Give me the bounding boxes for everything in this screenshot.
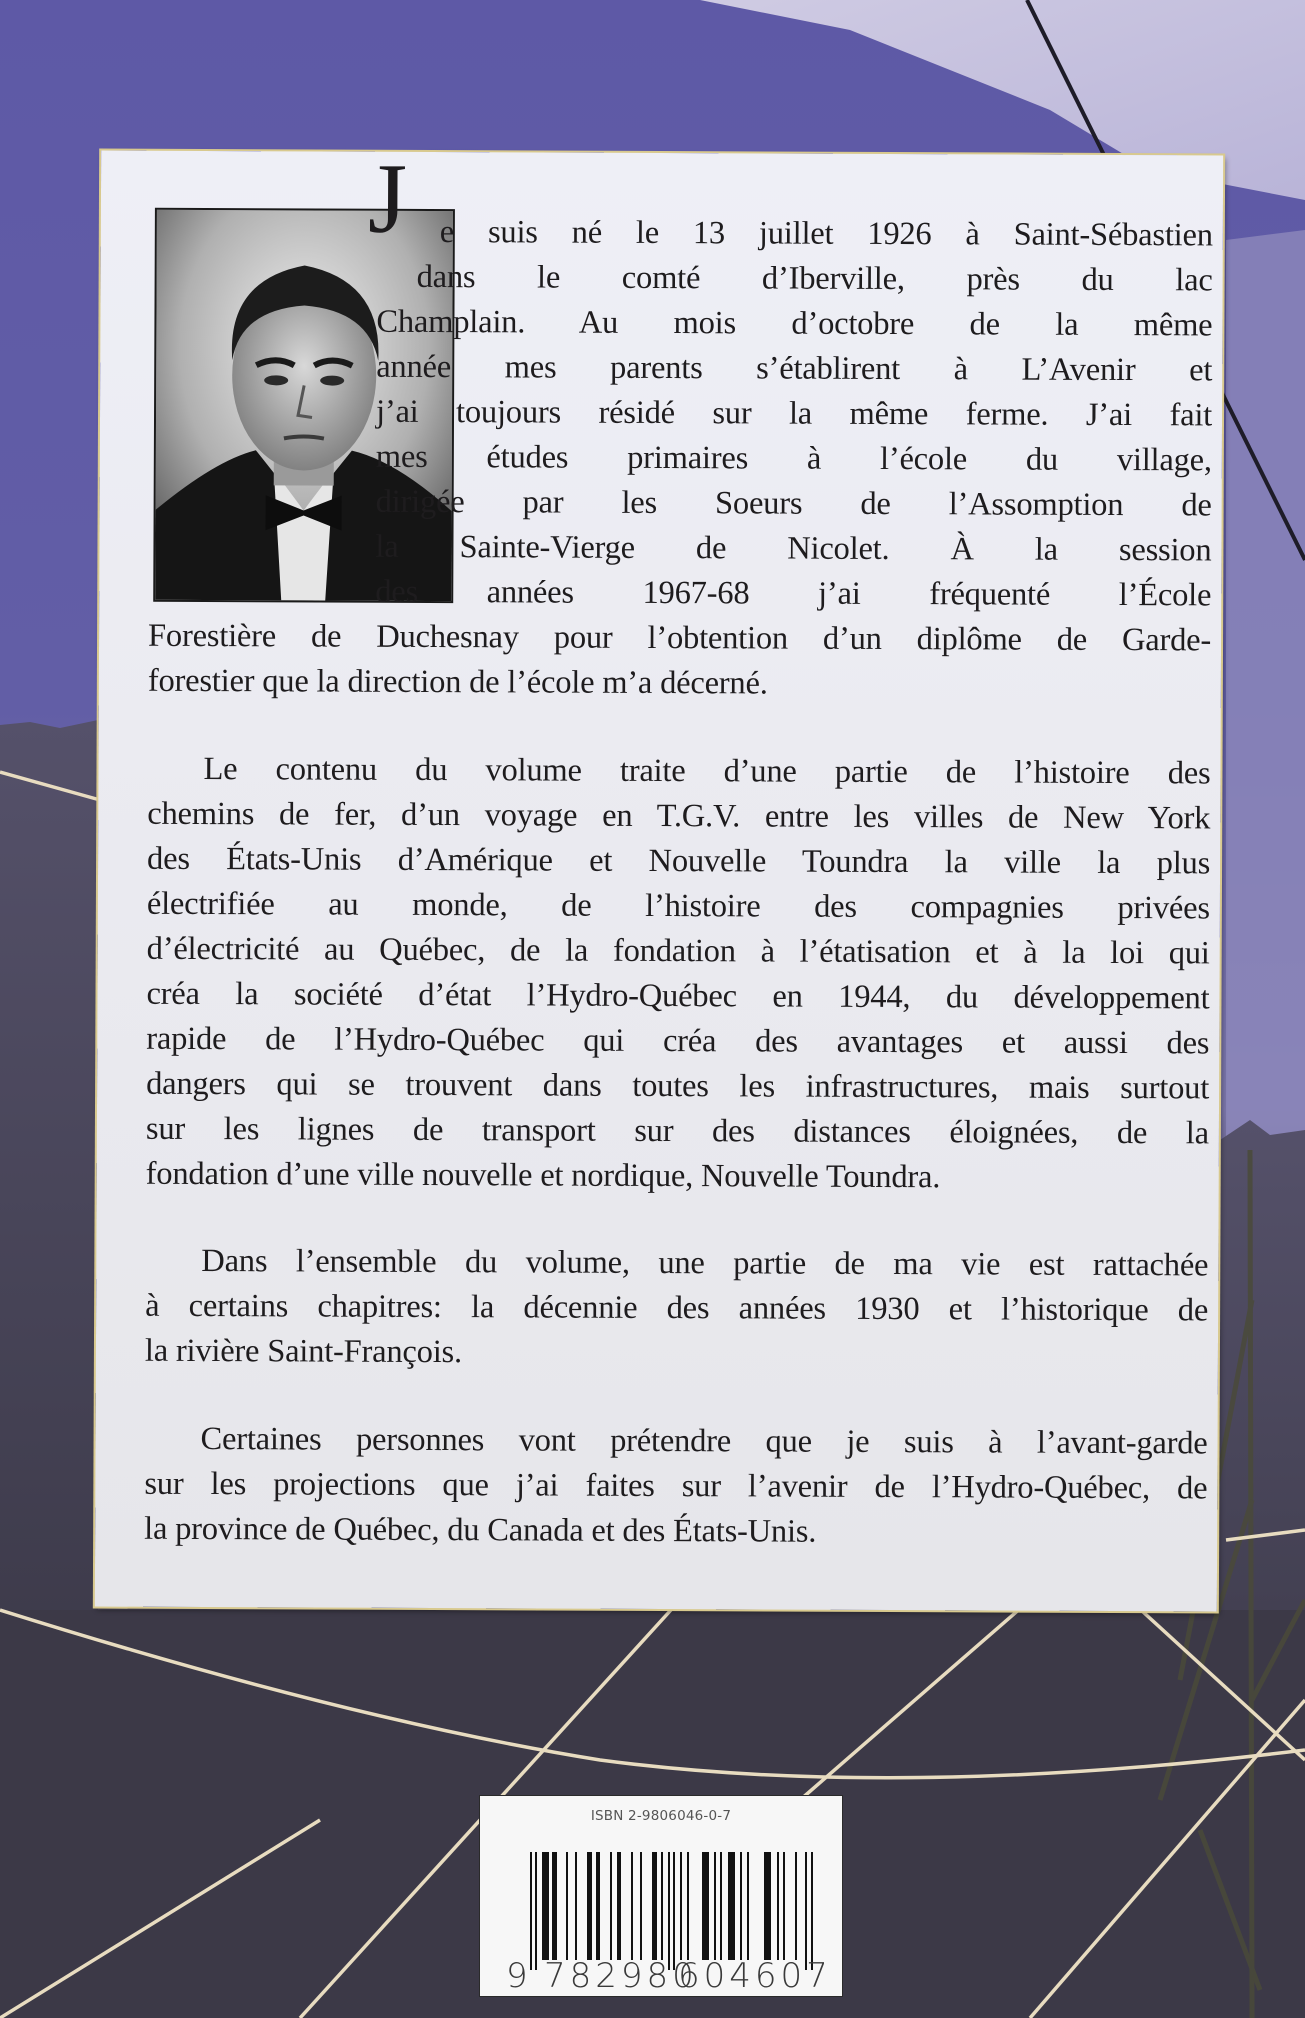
isbn-label: ISBN 2-9806046-0-7 <box>590 1808 732 1824</box>
text-line: Le contenu du volume traite d’une partie de l’histoire des <box>203 751 1211 792</box>
text-line: dans le comté d’Iberville, près du lac <box>416 258 1213 299</box>
text-line: rapide de l’Hydro-Québec qui créa des avantages et aussi des <box>146 1020 1210 1062</box>
ean-digits <box>506 1956 832 1996</box>
text-line: dirigée par les Soeurs de l’Assomption de <box>375 483 1212 524</box>
text-line: forestier que la direction de l’école m’a décerné. <box>147 662 768 702</box>
text-line: sur les projections que j’ai faites sur l’avenir de l’Hydro-Québec, de <box>144 1465 1208 1507</box>
ean-right-group: 604607 <box>678 1956 832 1996</box>
text-line: j’ai toujours résidé sur la même ferme. J’ai fait <box>375 393 1213 434</box>
text-line: d’électricité au Québec, de la fondation à l’étatisation et à la loi qui <box>146 930 1210 972</box>
text-line: des États-Unis d’Amérique et Nouvelle Toundra la ville la plus <box>147 840 1211 882</box>
drop-cap: J <box>367 142 408 254</box>
text-line: la rivière Saint-François. <box>144 1332 463 1371</box>
text-line: année mes parents s’établirent à L’Avenir et <box>376 348 1213 389</box>
text-line: Forestière de Duchesnay pour l’obtention d’un diplôme de Garde- <box>147 617 1212 659</box>
author-bio-panel <box>95 142 1223 1612</box>
barcode-bars <box>530 1852 820 1970</box>
text-line: créa la société d’état l’Hydro-Québec en 1944, du développement <box>146 975 1210 1017</box>
text-line: électrifiée au monde, de l’histoire des compagnies privées <box>146 885 1210 927</box>
text-line: mes études primaires à l’école du village, <box>375 438 1212 479</box>
text-line: à certains chapitres: la décennie des années 1930 et l’historique de <box>145 1287 1209 1329</box>
text-line: e suis né le 13 juillet 1926 à Saint-Sébastien <box>439 214 1213 254</box>
text-line: des années 1967-68 j’ai fréquenté l’École <box>375 573 1212 614</box>
text-line: la province de Québec, du Canada et des États-Unis. <box>144 1510 817 1550</box>
text-line: la Sainte-Vierge de Nicolet. À la session <box>375 528 1212 569</box>
text-line: Dans l’ensemble du volume, une partie de ma vie est rattachée <box>201 1243 1209 1284</box>
text-line: fondation d’une ville nouvelle et nordique, Nouvelle Toundra. <box>145 1155 941 1196</box>
text-line: sur les lignes de transport sur des distances éloignées, de la <box>145 1110 1209 1152</box>
text-line: dangers qui se trouvent dans toutes les infrastructures, mais surtout <box>146 1065 1210 1107</box>
text-line: Certaines personnes vont prétendre que je suis à l’avant-garde <box>200 1421 1208 1462</box>
text-line: Champlain. Au mois d’octobre de la même <box>376 303 1213 344</box>
text-line: chemins de fer, d’un voyage en T.G.V. entre les villes de New York <box>147 795 1211 837</box>
ean-left-group: 782980 <box>544 1956 698 1996</box>
ean-first-digit: 9 <box>506 1956 532 1996</box>
isbn-barcode <box>480 1796 842 1996</box>
